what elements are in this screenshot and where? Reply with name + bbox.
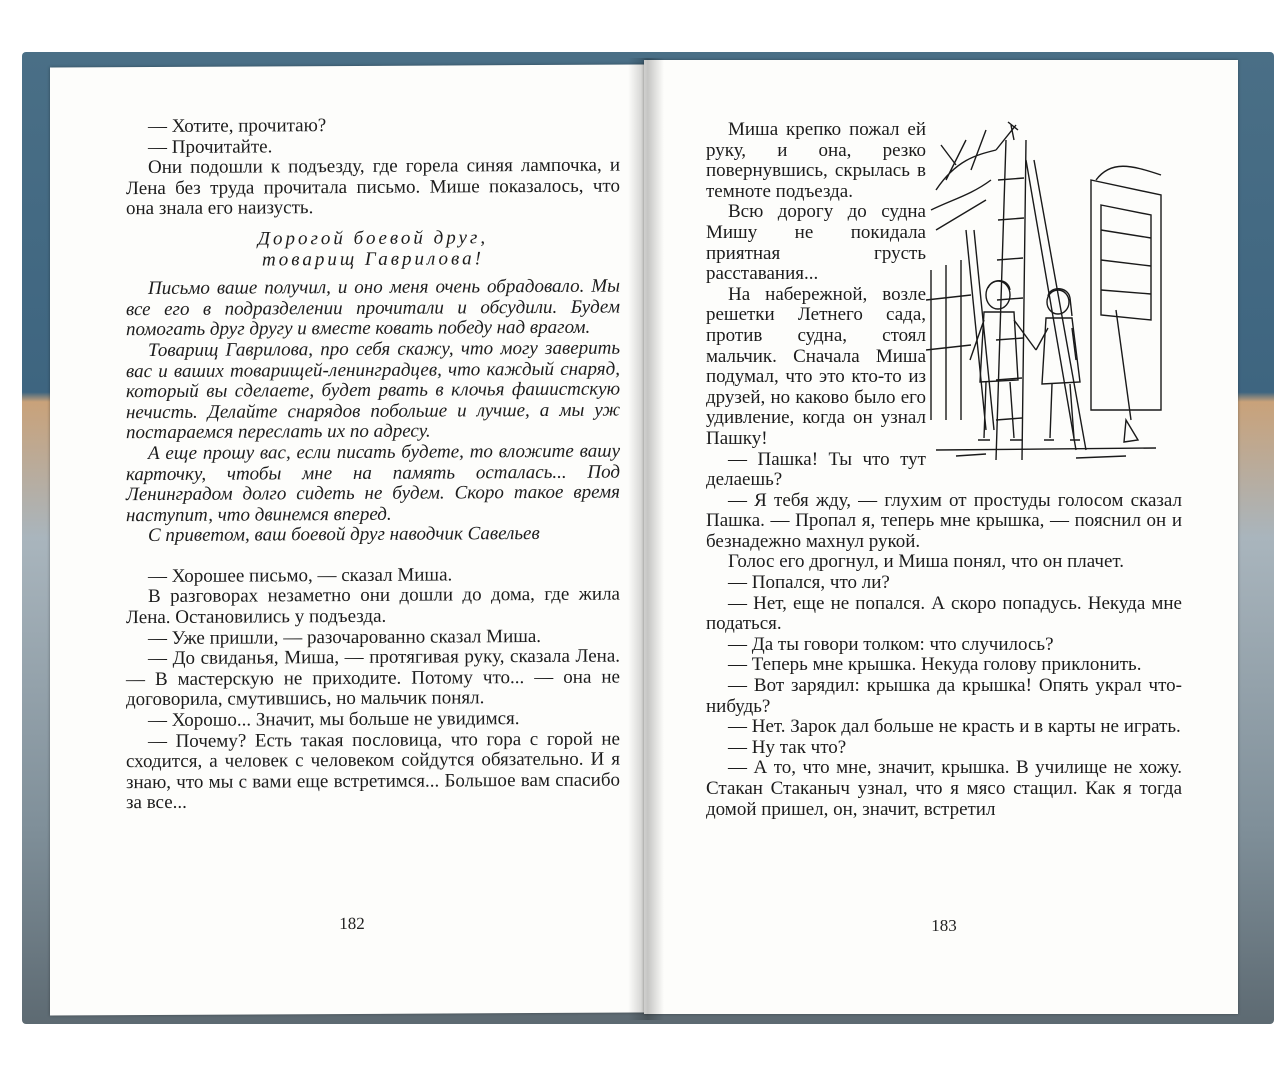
- paragraph: — Пашка! Ты что тут делаешь?: [706, 448, 926, 491]
- paragraph: — Хорошее письмо, — сказал Миша.: [148, 564, 453, 587]
- salutation-line: Дорогой боевой друг,: [257, 227, 489, 250]
- letter-signature: С приветом, ваш боевой друг наводчик Савельев: [148, 523, 540, 547]
- letter-paragraph: Письмо ваше получил, и оно меня очень обрадовало. Мы все его в подразделении прочитали и обсудили. Будем помогать друг другу и вместе ковать победу над врагом.: [126, 275, 620, 341]
- paragraph: — Я тебя жду, — глухим от простуды голосом сказал Пашка. — Пропал я, теперь мне крышка, — пояснил он и безнадежно махнул рукой.: [706, 489, 1182, 552]
- paragraph: Всю дорогу до судна Мишу не покидала приятная грусть расставания...: [706, 201, 926, 285]
- paragraph: Голос его дрогнул, и Миша понял, что он плачет.: [728, 551, 1125, 573]
- page-number: 183: [931, 916, 957, 935]
- left-page: [50, 64, 646, 1015]
- paragraph: На набережной, возле решетки Летнего сада, против судна, стоял мальчик. Сначала Миша подумал, что это кто-то из друзей, но каково было его удивление, когда он узнал Пашку!: [706, 283, 926, 449]
- paragraph: — Нет. Зарок дал больше не красть и в карты не играть.: [728, 716, 1181, 738]
- paragraph: — Уже пришли, — разочарованно сказал Миша.: [148, 625, 542, 649]
- paragraph: — До свиданья, Миша, — протягивая руку, сказала Лена. — В мастерскую не приходите. Потому что... — она не договорила, смутившись, но мальчик понял.: [126, 645, 620, 711]
- letter-paragraph: А еще прошу вас, если писать будете, то вложите вашу карточку, чтобы мне на память осталась... Под Ленинградом долго сидеть не будем. Скоро такое время наступит, что двинемся вперед.: [126, 440, 620, 526]
- paragraph: — Хорошо... Значит, мы больше не увидимся.: [148, 708, 520, 732]
- page-number: 182: [339, 913, 365, 934]
- paragraph: — Да ты говори толком: что случилось?: [728, 633, 1054, 655]
- salutation-line: товарищ Гаврилова!: [262, 247, 484, 271]
- paragraph: — Прочитайте.: [148, 135, 273, 158]
- letter-paragraph: Товарищ Гаврилова, про себя скажу, что могу заверить вас и ваших товарищей-ленинградцев, что каждый снаряд, который вы сделаете, будет рвать в клочья фашистскую нечисть. Делайте снарядов побольше и лучше, а мы уж постараемся переслать их по адресу.: [126, 337, 620, 444]
- paragraph: — Хотите, прочитаю?: [148, 115, 327, 138]
- right-page: [644, 60, 1238, 1014]
- paragraph: — Вот зарядил: крышка да крышка! Опять украл что-нибудь?: [706, 675, 1182, 717]
- paragraph: — Попался, что ли?: [728, 572, 890, 594]
- paragraph: — А то, что мне, значит, крышка. В училище не хожу. Стакан Стаканыч узнал, что я мясо стащил. Как я тогда домой пришел, он, значит, встретил: [706, 757, 1182, 820]
- paragraph: Они подошли к подъезду, где горела синяя лампочка, и Лена без труда прочитала письмо. Мише показалось, что она знала его наизусть.: [126, 154, 620, 220]
- paragraph: В разговорах незаметно они дошли до дома, где жила Лена. Остановились у подъезда.: [126, 584, 620, 629]
- paragraph: Миша крепко пожал ей руку, и она, резко повернувшись, скрылась в темноте подъезда.: [706, 119, 926, 202]
- paragraph: — Теперь мне крышка. Некуда голову приклонить.: [728, 654, 1142, 676]
- illustration: [926, 120, 1182, 464]
- paragraph: — Нет, еще не попался. А скоро попадусь. Некуда мне податься.: [706, 592, 1182, 635]
- handshake-illustration-icon: [926, 120, 1166, 460]
- paragraph: — Почему? Есть такая пословица, что гора с горой не сходится, а человек с человеком сойдутся обязательно. И я знаю, что мы с вами еще встретимся... Большое вам спасибо за все...: [126, 728, 620, 814]
- book-spine: [628, 58, 664, 1020]
- letter-salutation: [126, 228, 620, 272]
- left-page-text: [126, 115, 620, 815]
- right-page-text: [706, 120, 1182, 820]
- paragraph: — Ну так что?: [728, 736, 847, 758]
